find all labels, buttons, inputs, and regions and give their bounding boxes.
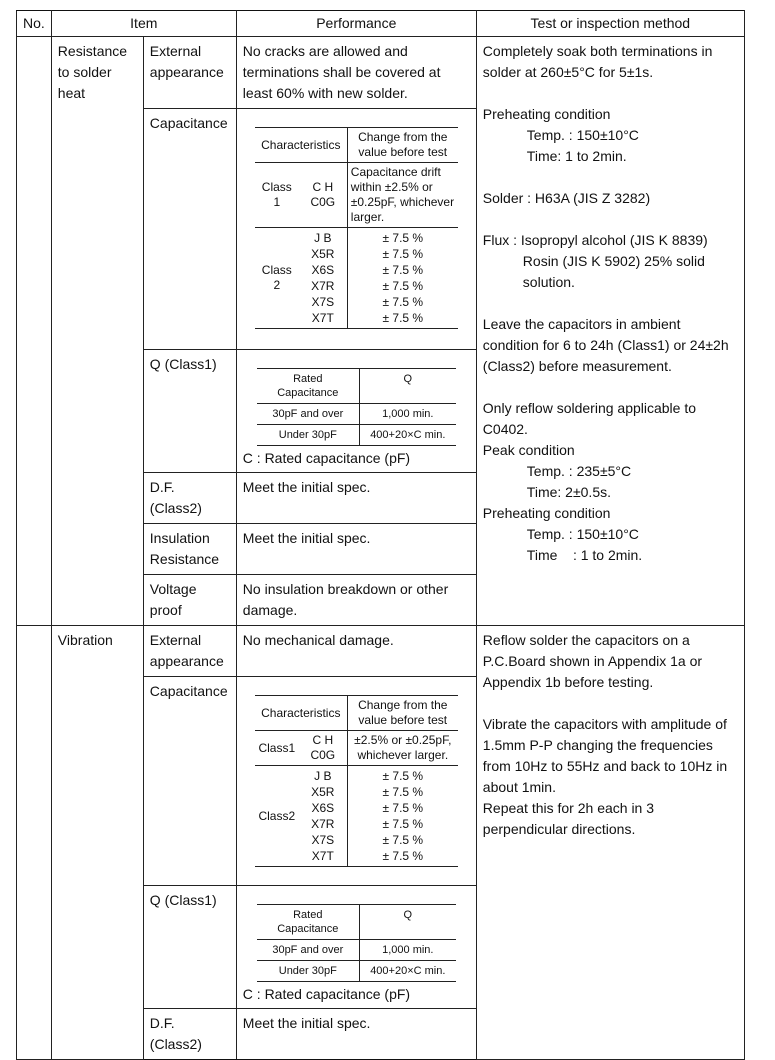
s2-external-label: External appearance	[143, 626, 236, 677]
header-row	[17, 11, 745, 37]
s1-voltage-label: Voltage proof	[143, 575, 236, 626]
s1-insulation-label: Insulation Resistance	[143, 524, 236, 575]
header-performance: Performance	[236, 11, 476, 37]
header-item: Item	[51, 11, 236, 37]
s1-cap-class1: Class 1	[255, 163, 299, 228]
s1-cap-type: X7T	[311, 311, 334, 325]
s1-cap-value: ± 7.5 %	[382, 311, 424, 325]
s2-capacitance-perf	[236, 677, 476, 886]
s1-cap-value: ± 7.5 %	[382, 247, 424, 261]
s1-cap-class1-types: C H C0G	[299, 163, 348, 228]
s2-cap-type: X7T	[311, 849, 334, 863]
s2-cap-class2: Class2	[255, 766, 299, 867]
s2-q-label: Q (Class1)	[143, 886, 236, 1009]
s2-q-perf	[236, 886, 476, 1009]
s2-cap-head-change: Change from the value before test	[347, 696, 458, 731]
s2-df-label: D.F. (Class2)	[143, 1009, 236, 1060]
s2-q-rated: 30pF and over	[257, 940, 360, 961]
s1-capacitance-perf	[236, 109, 476, 350]
s1-q-table	[257, 368, 456, 446]
s2-cap-value: ± 7.5 %	[382, 801, 424, 815]
s2-capacitance-table	[255, 695, 458, 867]
s1-q-rated: 30pF and over	[257, 404, 360, 425]
s2-method-repeat: Repeat this for 2h each in 3 perpendicular directions.	[482, 800, 655, 837]
s2-cap-value: ± 7.5 %	[382, 833, 424, 847]
s1-insulation-perf: Meet the initial spec.	[236, 524, 476, 575]
s1-method-preheat-temp: Temp. : 150±10°C	[526, 127, 639, 143]
s2-method-reflow: Reflow solder the capacitors on a P.C.Board shown in Appendix 1a or Appendix 1b before testing.	[482, 632, 703, 690]
s2-cap-value: ± 7.5 %	[382, 849, 424, 863]
s2-external-perf: No mechanical damage.	[236, 626, 476, 677]
header-method: Test or inspection method	[476, 11, 744, 37]
s1-cap-head-change: Change from the value before test	[347, 128, 458, 163]
s1-cap-class2-types	[299, 228, 348, 329]
s1-method-preheat2-title: Preheating condition	[482, 505, 611, 521]
spec-table	[16, 10, 745, 1060]
s1-method-leave: Leave the capacitors in ambient condition for 6 to 24h (Class1) or 24±2h (Class2) before measurement.	[482, 316, 729, 374]
s2-external-row	[17, 626, 745, 677]
s1-cap-type: X5R	[311, 247, 335, 261]
s1-q-label: Q (Class1)	[143, 350, 236, 473]
s1-cap-type: J B	[314, 231, 332, 245]
s1-cap-value: ± 7.5 %	[382, 279, 424, 293]
s1-item-name: Resistance to solder heat	[51, 37, 143, 626]
s1-cap-value: ± 7.5 %	[382, 231, 424, 245]
s1-cap-head-char: Characteristics	[255, 128, 348, 163]
s1-method-cell	[476, 37, 744, 626]
s1-q-value: 400+20×C min.	[359, 425, 456, 446]
s2-method-vibrate: Vibrate the capacitors with amplitude of 1.5mm P-P changing the frequencies from 10Hz to 55Hz and back to 10Hz in about 1min.	[482, 716, 728, 795]
s2-df-perf: Meet the initial spec.	[236, 1009, 476, 1060]
s2-cap-class1-value: ±2.5% or ±0.25pF, whichever larger.	[347, 731, 458, 766]
s2-cap-type: X7R	[311, 817, 335, 831]
s2-cap-value: ± 7.5 %	[382, 817, 424, 831]
s1-cap-type: X7R	[311, 279, 335, 293]
s2-q-note: C : Rated capacitance (pF)	[242, 986, 411, 1002]
s1-external-row	[17, 37, 745, 109]
s1-voltage-perf: No insulation breakdown or other damage.	[236, 575, 476, 626]
s2-cap-head-char: Characteristics	[255, 696, 348, 731]
s1-method-peak-temp: Temp. : 235±5°C	[526, 463, 632, 479]
s1-df-perf: Meet the initial spec.	[236, 473, 476, 524]
s1-method-preheat-time: Time: 1 to 2min.	[526, 148, 627, 164]
s2-cap-class2-types	[299, 766, 348, 867]
s1-method-flux1: Flux : Isopropyl alcohol (JIS K 8839)	[482, 232, 708, 248]
s2-q-head-q: Q	[359, 905, 456, 940]
s2-q-value: 400+20×C min.	[359, 961, 456, 982]
s2-cap-class1: Class1	[255, 731, 299, 766]
s1-cap-class2-values	[347, 228, 458, 329]
s1-capacitance-table	[255, 127, 458, 329]
s1-q-note: C : Rated capacitance (pF)	[242, 450, 411, 466]
s1-cap-type: X6S	[311, 263, 335, 277]
s2-q-table	[257, 904, 456, 982]
s1-method-reflow: Only reflow soldering applicable to C0402.	[482, 400, 697, 437]
s1-capacitance-label: Capacitance	[143, 109, 236, 350]
s2-cap-class2-values	[347, 766, 458, 867]
s1-cap-class2: Class 2	[255, 228, 299, 329]
s1-method-preheat2-time: Time : 1 to 2min.	[526, 547, 643, 563]
s1-method-flux2: Rosin (JIS K 5902) 25% solid solution.	[522, 253, 705, 290]
s2-cap-type: X7S	[311, 833, 335, 847]
s2-cap-value: ± 7.5 %	[382, 785, 424, 799]
s2-cap-class1-types: C H C0G	[299, 731, 348, 766]
s2-cap-type: X5R	[311, 785, 335, 799]
s1-no-cell	[17, 37, 52, 626]
s1-method-solder: Solder : H63A (JIS Z 3282)	[482, 190, 651, 206]
s1-external-perf: No cracks are allowed and terminations shall be covered at least 60% with new solder.	[236, 37, 476, 109]
s1-method-preheat-title: Preheating condition	[482, 106, 611, 122]
s2-q-rated: Under 30pF	[257, 961, 360, 982]
s1-q-value: 1,000 min.	[359, 404, 456, 425]
s1-cap-class1-value: Capacitance drift within ±2.5% or ±0.25pF, whichever larger.	[347, 163, 458, 228]
s1-method-peak-title: Peak condition	[482, 442, 575, 458]
s2-item-name: Vibration	[51, 626, 143, 1060]
s1-cap-type: X7S	[311, 295, 335, 309]
s1-q-head-q: Q	[359, 369, 456, 404]
s2-no-cell	[17, 626, 52, 1060]
s1-external-label: External appearance	[143, 37, 236, 109]
s1-method-soak: Completely soak both terminations in solder at 260±5°C for 5±1s.	[482, 43, 713, 80]
s2-cap-value: ± 7.5 %	[382, 769, 424, 783]
header-no: No.	[17, 11, 52, 37]
s2-capacitance-label: Capacitance	[143, 677, 236, 886]
s2-q-value: 1,000 min.	[359, 940, 456, 961]
s2-cap-type: J B	[314, 769, 332, 783]
s1-method-peak-time: Time: 2±0.5s.	[526, 484, 611, 500]
s1-q-head-rated: Rated Capacitance	[257, 369, 360, 404]
s2-method-cell	[476, 626, 744, 1060]
s1-q-rated: Under 30pF	[257, 425, 360, 446]
s1-method-preheat2-temp: Temp. : 150±10°C	[526, 526, 639, 542]
s2-cap-type: X6S	[311, 801, 335, 815]
s1-cap-value: ± 7.5 %	[382, 263, 424, 277]
s1-df-label: D.F. (Class2)	[143, 473, 236, 524]
s2-q-head-rated: Rated Capacitance	[257, 905, 360, 940]
s1-cap-value: ± 7.5 %	[382, 295, 424, 309]
s1-q-perf	[236, 350, 476, 473]
